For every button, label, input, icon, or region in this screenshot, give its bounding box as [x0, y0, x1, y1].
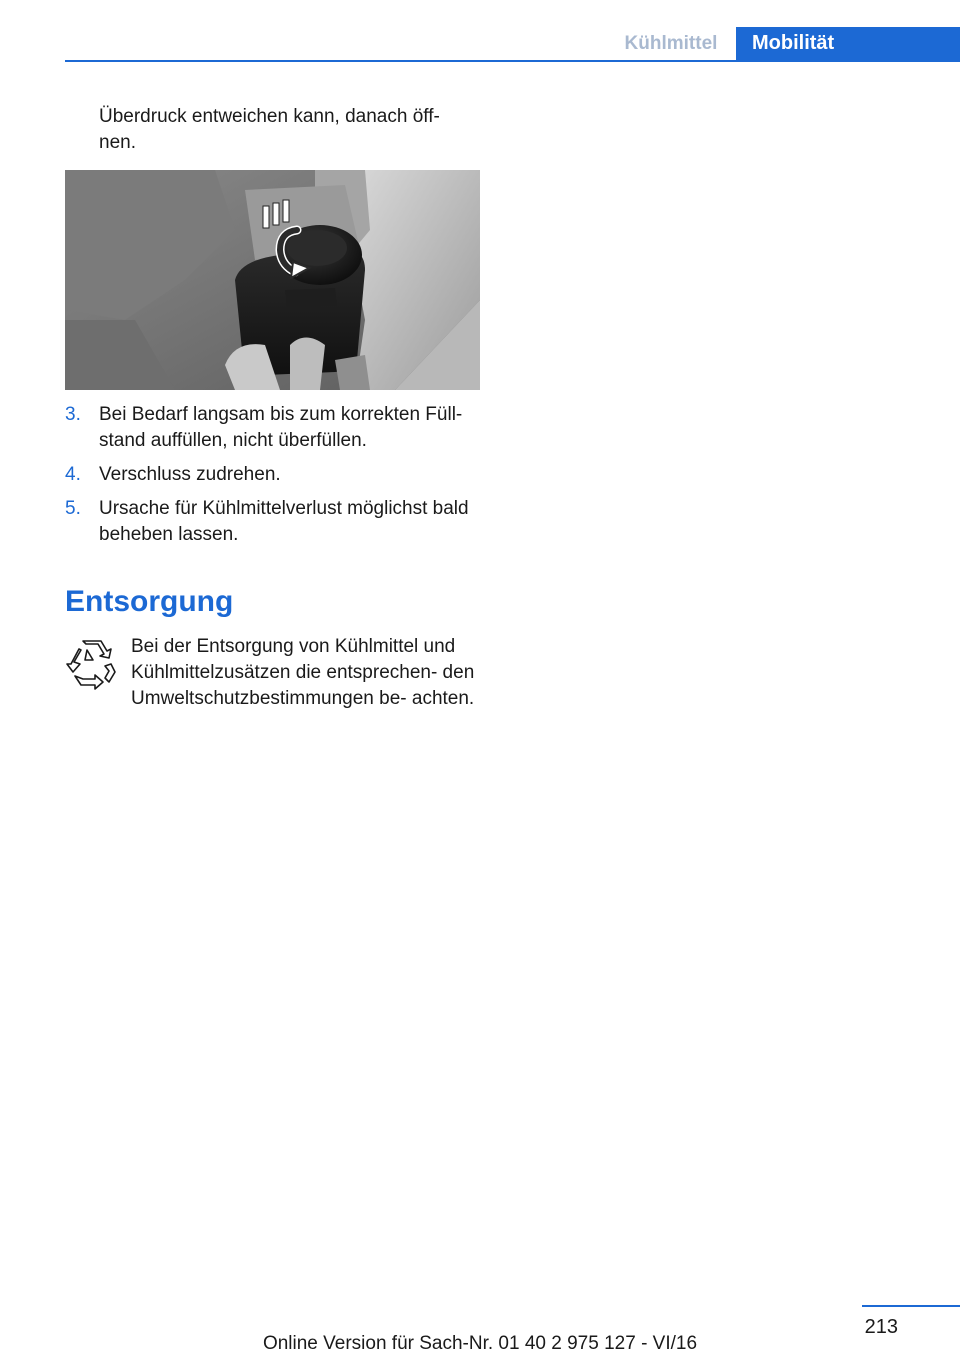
page-number: 213 — [864, 1316, 898, 1338]
header-section-tab[interactable]: Kühlmittel — [624, 33, 718, 54]
disposal-paragraph — [65, 634, 477, 712]
step-text: Verschluss zudrehen. — [99, 464, 281, 485]
footer-version: Online Version für Sach-Nr. 01 40 2 975 127 - VI/16 — [262, 1333, 698, 1354]
list-item — [65, 402, 475, 454]
footer-rule — [862, 1305, 960, 1307]
step-number: 3. — [65, 404, 81, 425]
icon-spacer — [65, 634, 131, 712]
coolant-reservoir-photo — [65, 170, 480, 390]
step-number: 4. — [65, 464, 81, 485]
list-item — [65, 496, 475, 548]
step-number: 5. — [65, 498, 81, 519]
header-chapter-tab[interactable] — [736, 27, 960, 62]
step-text: Bei Bedarf langsam bis zum korrekten Füll‐ stand auffüllen, nicht überfüllen. — [99, 404, 463, 451]
step-list — [65, 402, 475, 556]
list-item — [65, 462, 475, 488]
step-text: Ursache für Kühlmittelverlust möglichst bald beheben lassen. — [99, 498, 469, 545]
section-heading: Entsorgung — [65, 585, 234, 618]
disposal-text: Bei der Entsorgung von Kühlmittel und Kühlmittelzusätzen die entsprechen‐ den Umweltschutzbestimmungen be‐ achten. — [131, 636, 475, 709]
continued-paragraph: Überdruck entweichen kann, danach öff‐ nen. — [99, 106, 440, 153]
header-chapter-label: Mobilität — [752, 32, 835, 54]
header-rule — [65, 60, 960, 62]
